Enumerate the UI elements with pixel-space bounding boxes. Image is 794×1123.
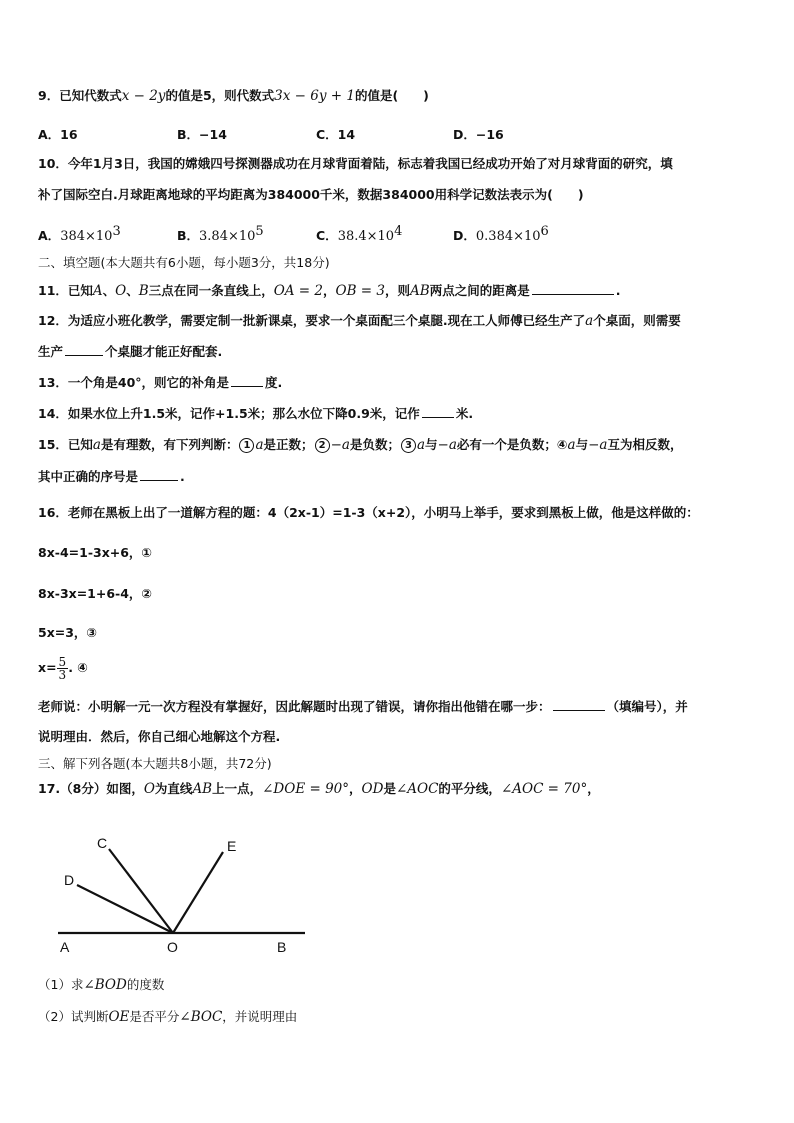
q11-point-a: A	[92, 283, 103, 299]
q11-ob: OB = 3	[335, 283, 386, 299]
question-13	[38, 374, 282, 391]
label-d: D	[64, 872, 75, 888]
question-9-stem	[38, 88, 429, 104]
q16-step-1: 8x-4=1-3x+6，①	[38, 545, 153, 560]
q17-ray-oe: OE	[108, 1009, 130, 1025]
q15-p1-var: a	[255, 437, 264, 453]
q17-text-2: 为直线	[154, 781, 193, 796]
q11-text-3: ，则	[385, 283, 411, 298]
q17-angle-bod: ∠BOD	[83, 977, 127, 993]
q9-prefix: 9．已知代数式	[38, 88, 122, 103]
q17-sub1-text-1: （1）求	[38, 977, 84, 992]
q17-ray-od: OD	[361, 781, 384, 797]
q17-sub2-text-2: 是否平分	[129, 1009, 180, 1024]
q10-option-c[interactable]	[316, 224, 402, 244]
q10-option-c-letter: C．	[316, 228, 338, 244]
q16-step-2: 8x-3x=1+6-4，②	[38, 586, 153, 601]
q11-sep-2: 、	[126, 283, 139, 298]
q10-option-a-base: 384×10	[60, 229, 113, 245]
ray-od	[77, 885, 173, 933]
q10-option-d-letter: D．	[453, 228, 476, 244]
q17-text-1: 17.（8分）如图，	[38, 781, 144, 796]
q17-line-ab: AB	[192, 781, 213, 797]
q10-option-a-exp: 3	[112, 224, 121, 239]
q11-ab: AB	[410, 283, 430, 299]
q17-angle-doe: ∠DOE = 90°	[262, 781, 350, 797]
q10-option-b-base: 3.84×10	[199, 229, 256, 245]
q10-option-c-exp: 4	[394, 224, 403, 239]
q16-teacher-line-2: 说明理由．然后，你自己细心地解这个方程.	[38, 729, 281, 744]
q17-angle-aoc: ∠AOC	[395, 781, 439, 797]
q9-expression-2: 3x − 6y + 1	[274, 88, 355, 104]
q17-angle-aoc-value: ∠AOC = 70°	[500, 781, 588, 797]
question-14	[38, 405, 473, 422]
q9-suffix: 的值是( )	[354, 88, 429, 103]
q11-comma: ，	[323, 283, 336, 298]
label-c: C	[97, 835, 108, 851]
q17-point-o: O	[143, 781, 155, 797]
q15-p4-var-2: −a	[588, 437, 608, 453]
q16-fraction-numerator: 5	[58, 655, 67, 669]
q15-text-3: 其中正确的序号是	[38, 469, 139, 484]
q15-p4-text-1: 与	[575, 437, 589, 452]
q11-text-2: 三点在同一条直线上，	[148, 283, 274, 298]
q12-text-2: 个桌面，则需要	[593, 313, 681, 328]
q9-option-d[interactable]: D．−16	[453, 127, 504, 142]
q15-circle-1: 1	[239, 438, 254, 453]
q15-circle-3: 3	[401, 438, 416, 453]
q10-option-a-letter: A．	[38, 228, 61, 244]
q10-option-d-base: 0.384×10	[475, 229, 541, 245]
q16-step-4-suffix: . ④	[68, 660, 88, 675]
question-10-line-2: 补了国际空白.月球距离地球的平均距离为384000千米，数据384000用科学记数法表示为( )	[38, 187, 584, 202]
q10-option-b-letter: B．	[177, 228, 200, 244]
q16-answer-blank[interactable]	[553, 698, 605, 711]
q15-text-2: 是有理数，有下列判断：	[100, 437, 239, 452]
q11-sep-1: 、	[102, 283, 116, 298]
q17-subquestion-1	[38, 977, 164, 993]
q17-sub1-text-2: 的度数	[126, 977, 165, 992]
q14-text-2: 米.	[455, 406, 474, 421]
q14-text-1: 14．如果水位上升1.5米，记作+1.5米；那么水位下降0.9米，记作	[38, 406, 420, 421]
q15-p2-text: 是负数；	[349, 437, 400, 452]
label-o: O	[167, 939, 178, 955]
q17-text-7: ，	[587, 781, 600, 796]
q12-text-3: 生产	[38, 344, 64, 359]
q15-p3-text-1: 与	[425, 437, 438, 452]
question-12-line-1	[38, 313, 681, 329]
q15-p3-text-2: 必有一个是负数；	[456, 437, 557, 452]
q9-option-b[interactable]: B．−14	[177, 127, 227, 142]
q12-text-4: 个桌腿才能正好配套.	[105, 344, 223, 359]
q9-mid: 的值是5，则代数式	[165, 88, 275, 103]
question-10-line-1: 10．今年1月3日，我国的嫦娥四号探测器成功在月球背面着陆，标志着我国已经成功开始了对月球背面的研究，填	[38, 156, 673, 171]
q17-text-4: ，	[349, 781, 362, 796]
ray-oe	[173, 852, 223, 933]
q11-point-o: O	[115, 283, 127, 299]
q16-teacher-text-1: 老师说：小明解一元一次方程没有掌握好，因此解题时出现了错误，请你指出他错在哪一步：	[38, 699, 551, 714]
q11-oa: OA = 2	[273, 283, 324, 299]
q11-point-b: B	[138, 283, 149, 299]
q9-option-c[interactable]: C．14	[316, 127, 356, 142]
q12-text-1: 12．为适应小班化教学，需要定制一批新课桌，要求一个桌面配三个桌腿.现在工人师傅已经生产了	[38, 313, 586, 328]
label-a: A	[60, 939, 70, 955]
q11-answer-blank[interactable]	[532, 282, 614, 295]
q11-text-1: 11．已知	[38, 283, 93, 298]
q10-option-c-base: 38.4×10	[337, 229, 395, 245]
q13-text-1: 13．一个角是40°，则它的补角是	[38, 375, 230, 390]
q17-subquestion-2	[38, 1009, 297, 1025]
q13-text-2: 度.	[265, 375, 283, 390]
q16-step-3: 5x=3，③	[38, 625, 98, 640]
q17-text-6: 的平分线，	[438, 781, 501, 796]
q15-circle-4: ④	[556, 437, 568, 452]
label-b: B	[277, 939, 287, 955]
q14-answer-blank[interactable]	[422, 405, 454, 418]
q17-text-5: 是	[383, 781, 396, 796]
q16-teacher-text-2: （填编号），并	[606, 699, 688, 714]
q9-expression-1: x − 2y	[121, 88, 166, 104]
q16-fraction-denominator: 3	[58, 668, 67, 682]
question-12-line-2	[38, 343, 222, 360]
q10-option-b[interactable]	[177, 224, 264, 244]
q17-sub2-text-3: ，并说明理由	[222, 1009, 298, 1024]
q15-p2-var: −a	[330, 437, 350, 453]
q15-p4-var-1: a	[567, 437, 576, 453]
q15-p1-text: 是正数；	[263, 437, 314, 452]
q17-angle-boc: ∠BOC	[179, 1009, 223, 1025]
q10-option-b-exp: 5	[255, 224, 264, 239]
section-2-heading: 二、填空题(本大题共有6小题，每小题3分，共18分)	[38, 255, 330, 270]
section-3-heading: 三、解下列各题(本大题共8小题，共72分)	[38, 756, 272, 771]
q15-var-a: a	[92, 437, 101, 453]
q15-answer-blank[interactable]	[140, 468, 178, 481]
q15-p3-var-2: −a	[437, 437, 457, 453]
question-15-line-2	[38, 468, 185, 485]
q16-teacher-line-1	[38, 698, 688, 715]
q17-text-3: 上一点，	[212, 781, 263, 796]
q15-text-4: .	[180, 469, 185, 484]
label-e: E	[227, 838, 237, 854]
q10-option-a[interactable]	[38, 224, 121, 244]
question-15-line-1	[38, 437, 682, 453]
q12-variable-a: a	[585, 313, 594, 329]
question-11	[38, 282, 620, 299]
geometry-figure	[40, 830, 320, 965]
ray-oc	[109, 849, 173, 933]
question-16-intro: 16．老师在黑板上出了一道解方程的题：4（2x-1）=1-3（x+2），小明马上举手，要求到黑板上做，他是这样做的：	[38, 505, 699, 520]
q11-end: .	[615, 283, 621, 298]
q13-answer-blank[interactable]	[231, 374, 263, 387]
q15-p4-text-2: 互为相反数，	[607, 437, 683, 452]
q17-sub2-text-1: （2）试判断	[38, 1009, 109, 1024]
q16-step-4	[38, 655, 88, 681]
q16-step-4-prefix: x=	[38, 660, 57, 675]
q10-option-d-exp: 6	[540, 224, 549, 239]
q15-circle-2: 2	[315, 438, 330, 453]
q11-text-4: 两点之间的距离是	[429, 283, 530, 298]
q9-option-a[interactable]: A．16	[38, 127, 78, 142]
q16-fraction	[57, 656, 69, 681]
q12-answer-blank[interactable]	[65, 343, 103, 356]
q15-text-1: 15．已知	[38, 437, 93, 452]
question-17	[38, 781, 600, 797]
q10-option-d[interactable]	[453, 224, 549, 244]
q15-p3-var-1: a	[416, 437, 426, 453]
